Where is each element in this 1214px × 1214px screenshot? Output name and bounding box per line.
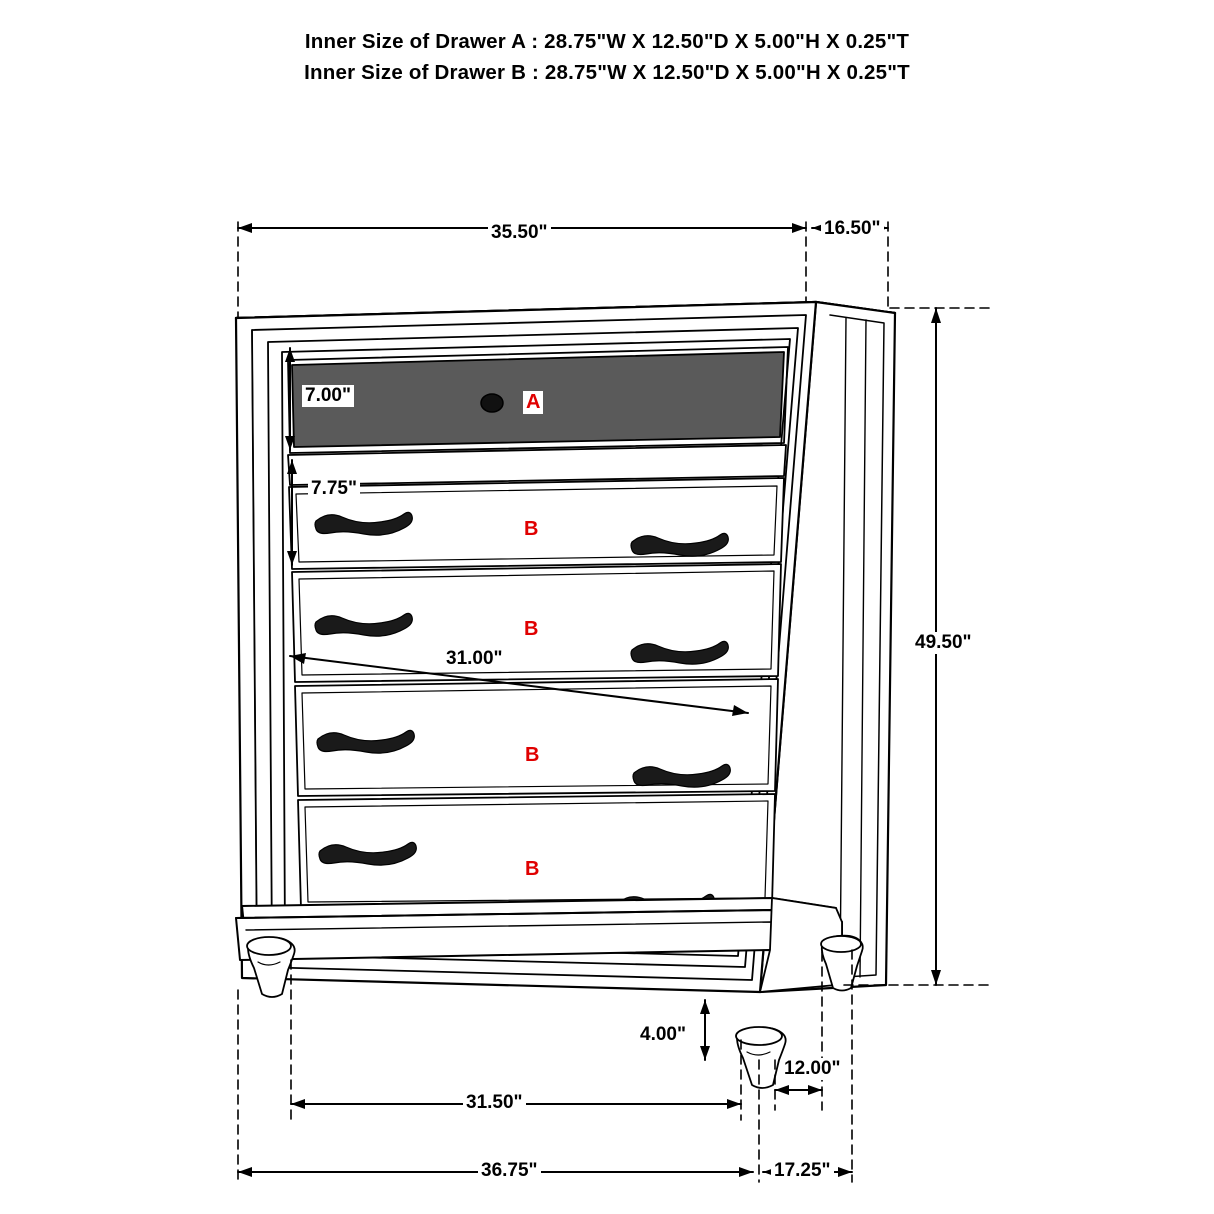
- drawer-label-b2: B: [521, 618, 541, 641]
- dim-label-overall-width: 36.75": [478, 1160, 541, 1182]
- drawer-label-a: A: [523, 391, 543, 414]
- drawer-b4: [298, 794, 775, 909]
- dim-label-total-height: 49.50": [912, 632, 975, 654]
- drawer-label-b1: B: [521, 518, 541, 541]
- dim-label-base-width: 31.50": [463, 1092, 526, 1114]
- dim-label-drawer-inner-width: 31.00": [443, 648, 506, 670]
- dim-label-base-depth: 12.00": [781, 1058, 844, 1080]
- chest-base: [236, 898, 842, 960]
- dim-label-top-depth: 16.50": [821, 218, 884, 240]
- note-drawer-b: Inner Size of Drawer B : 28.75"W X 12.50"D X 5.00"H X 0.25"T: [304, 61, 910, 84]
- drawer-label-b4: B: [522, 858, 542, 881]
- dim-label-top-width: 35.50": [488, 222, 551, 244]
- dim-base-height: [700, 1000, 710, 1060]
- dim-base-depth: [775, 1085, 822, 1095]
- drawer-a-knob: [481, 394, 503, 412]
- drawer-label-b3: B: [522, 744, 542, 767]
- dim-label-drawer-b-height: 7.75": [308, 478, 360, 500]
- note-drawer-a: Inner Size of Drawer A : 28.75"W X 12.50"D X 5.00"H X 0.25"T: [304, 30, 910, 53]
- dim-label-overall-depth: 17.25": [771, 1160, 834, 1182]
- dim-label-base-height: 4.00": [637, 1024, 689, 1046]
- dim-label-drawer-a-height: 7.00": [302, 385, 354, 407]
